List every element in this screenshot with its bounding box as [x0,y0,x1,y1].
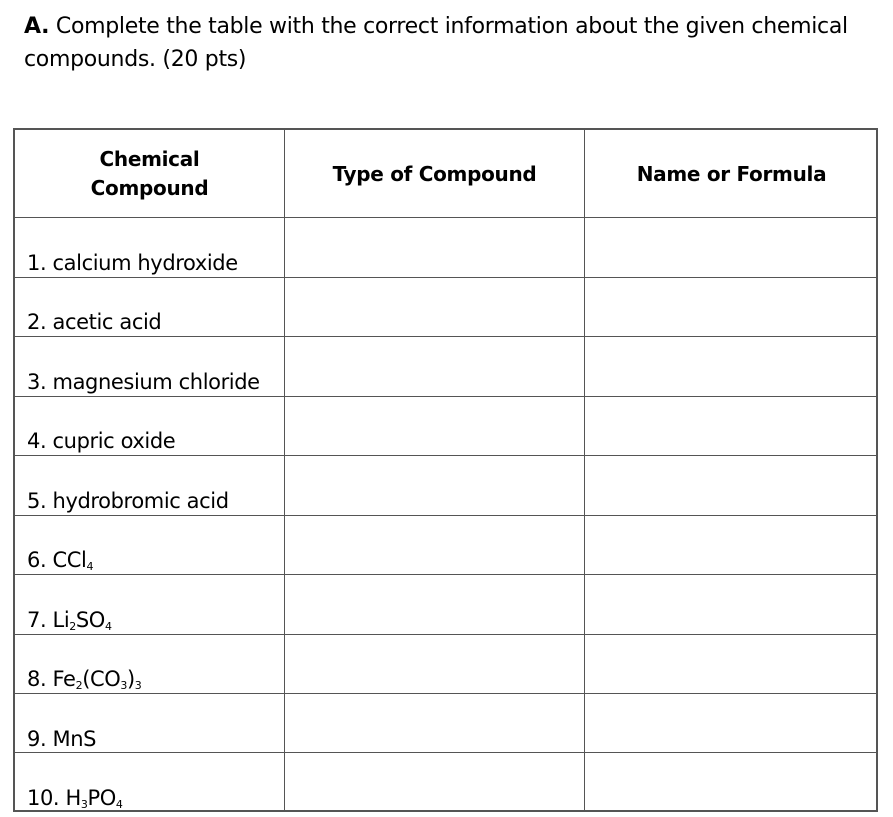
compound-row-4: 4. cupric oxide [27,429,176,453]
compound-row-7: 7. $Li_2SO_4$ [27,608,112,633]
compound-row-8: 8. $Fe_2(CO_3)_3$ [27,667,142,692]
compound-row-6: 6. CCl$_4$ [27,548,94,573]
compound-row-2: 2. acetic acid [27,310,162,334]
row-divider [15,336,876,337]
row-divider [15,752,876,753]
row-divider [15,574,876,575]
header-compound-line1: Chemical [99,147,200,171]
instructions-line1: Complete the table with the correct information about the given chemical [55,14,848,39]
compound-row-10: 10. $H_3PO_4$ [27,786,123,811]
column-divider [584,130,585,810]
header-chemical-compound [15,130,284,218]
row-divider [15,515,876,516]
instructions-line2: compounds. (20 pts) [24,47,247,72]
row-divider [15,396,876,397]
header-type-of-compound: Type of Compound [332,161,537,186]
compound-row-9: 9. MnS [27,727,97,751]
instructions [24,10,874,76]
row-divider [15,693,876,694]
row-divider [15,455,876,456]
header-compound-line2: Compound [90,176,209,200]
column-divider [284,130,285,810]
row-divider [15,277,876,278]
compound-row-1: 1. calcium hydroxide [27,251,238,275]
header-name-or-formula: Name or Formula [636,161,827,186]
compound-table [13,128,878,812]
compound-row-5: 5. hydrobromic acid [27,489,229,513]
row-divider [15,634,876,635]
compound-row-3: 3. magnesium chloride [27,370,260,394]
section-label: A. [24,14,50,39]
